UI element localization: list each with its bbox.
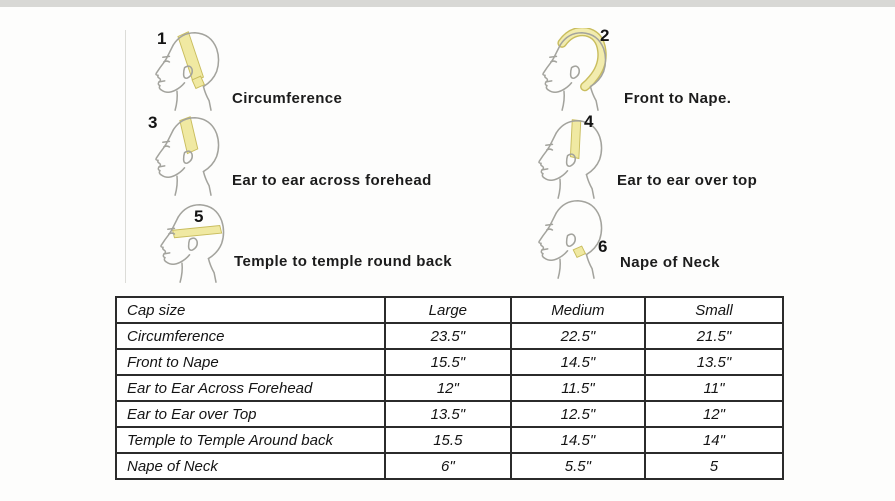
value-medium: 12.5" bbox=[511, 401, 645, 427]
diagram-number-3: 3 bbox=[148, 113, 158, 132]
value-medium: 22.5" bbox=[511, 323, 645, 349]
row-label: Temple to Temple Around back bbox=[116, 427, 385, 453]
value-medium: 5.5" bbox=[511, 453, 645, 479]
diagram-label-circumference: Circumference bbox=[232, 90, 343, 107]
row-label: Front to Nape bbox=[116, 349, 385, 375]
value-small: 21.5" bbox=[645, 323, 783, 349]
row-label: Ear to Ear Across Forehead bbox=[116, 375, 385, 401]
value-small: 5 bbox=[645, 453, 783, 479]
value-large: 15.5" bbox=[385, 349, 511, 375]
table-row-circumference bbox=[116, 323, 783, 349]
col-header-small: Small bbox=[645, 297, 783, 323]
row-label: Ear to Ear over Top bbox=[116, 401, 385, 427]
diagram-label-ear-to-ear-over-top: Ear to ear over top bbox=[617, 172, 758, 189]
value-medium: 11.5" bbox=[511, 375, 645, 401]
table-row-ear-to-ear-forehead bbox=[116, 375, 783, 401]
value-medium: 14.5" bbox=[511, 349, 645, 375]
diagram-label-front-to-nape: Front to Nape. bbox=[624, 90, 732, 107]
table-row-temple-to-temple bbox=[116, 427, 783, 453]
value-large: 6" bbox=[385, 453, 511, 479]
diagram-number-4: 4 bbox=[584, 112, 594, 131]
head-diagram-circumference bbox=[143, 28, 228, 113]
diagram-number-6: 6 bbox=[598, 237, 608, 256]
head-diagram-ear-to-ear-over-top bbox=[526, 116, 611, 201]
row-label: Nape of Neck bbox=[116, 453, 385, 479]
col-header-cap-size: Cap size bbox=[116, 297, 385, 323]
table-row-nape-of-neck bbox=[116, 453, 783, 479]
size-table bbox=[115, 296, 784, 480]
value-small: 11" bbox=[645, 375, 783, 401]
diagram-label-temple-to-temple: Temple to temple round back bbox=[234, 253, 453, 270]
value-large: 13.5" bbox=[385, 401, 511, 427]
value-large: 23.5" bbox=[385, 323, 511, 349]
diagram-number-1: 1 bbox=[157, 29, 167, 48]
value-large: 15.5 bbox=[385, 427, 511, 453]
value-large: 12" bbox=[385, 375, 511, 401]
table-row-front-to-nape bbox=[116, 349, 783, 375]
diagram-label-nape-of-neck: Nape of Neck bbox=[620, 254, 720, 271]
top-border-strip bbox=[0, 0, 895, 7]
diagram-label-ear-to-ear-forehead: Ear to ear across forehead bbox=[232, 172, 432, 189]
value-medium: 14.5" bbox=[511, 427, 645, 453]
size-table-header-row bbox=[116, 297, 783, 323]
diagram-number-2: 2 bbox=[600, 26, 610, 45]
value-small: 14" bbox=[645, 427, 783, 453]
value-small: 13.5" bbox=[645, 349, 783, 375]
row-label: Circumference bbox=[116, 323, 385, 349]
diagram-number-5: 5 bbox=[194, 207, 204, 226]
col-header-large: Large bbox=[385, 297, 511, 323]
table-row-ear-to-ear-over-top bbox=[116, 401, 783, 427]
value-small: 12" bbox=[645, 401, 783, 427]
col-header-medium: Medium bbox=[511, 297, 645, 323]
head-diagram-temple-to-temple bbox=[148, 200, 233, 285]
panel-divider-line bbox=[125, 30, 126, 283]
